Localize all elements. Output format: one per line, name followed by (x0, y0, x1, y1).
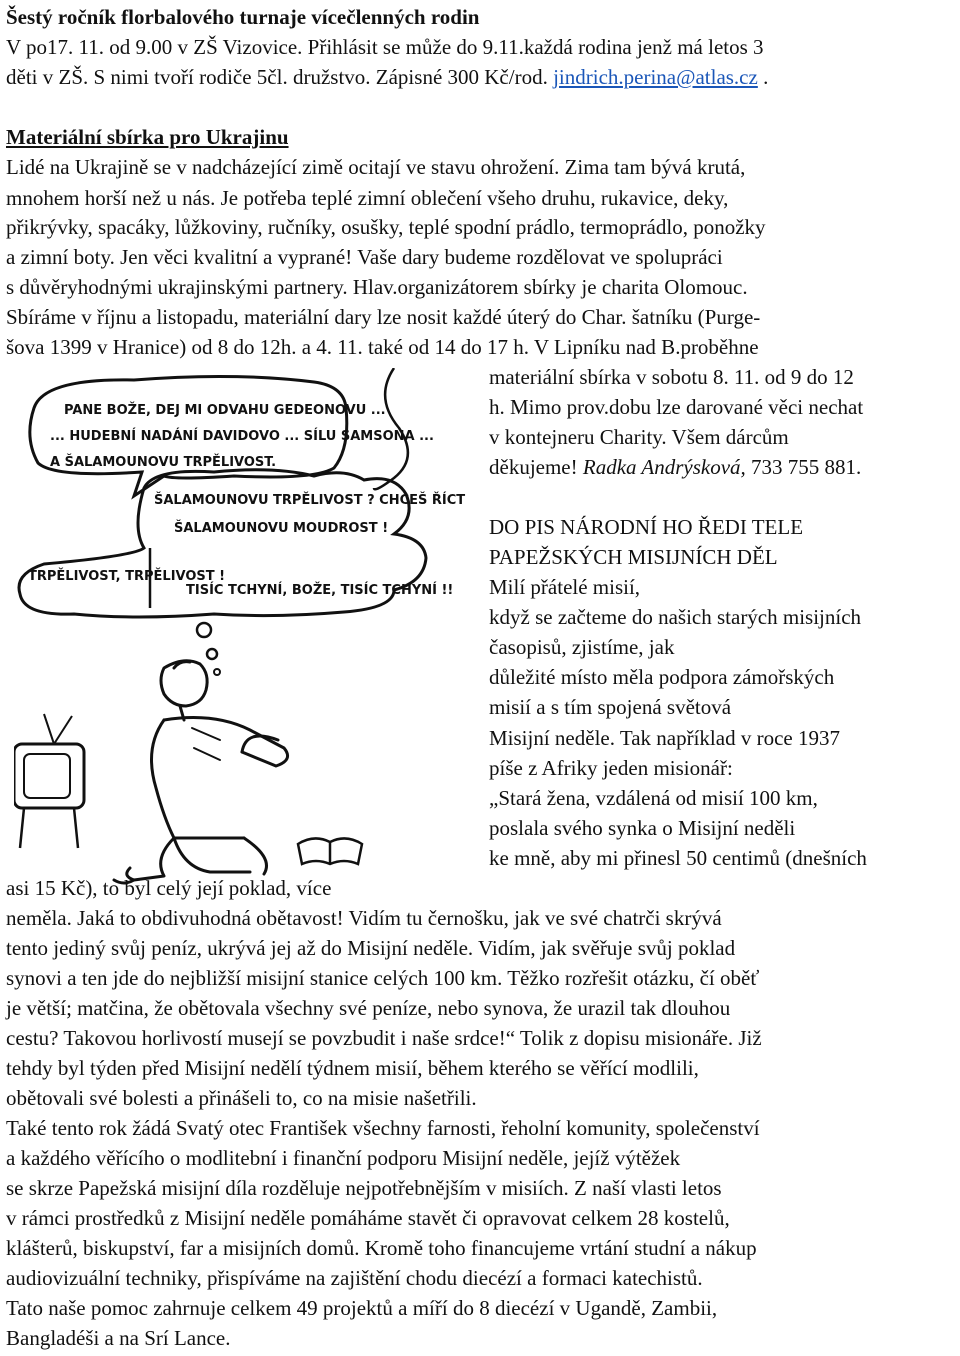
ukrajina-right-line: materiální sbírka v sobotu 8. 11. od 9 do 12 (489, 365, 854, 389)
mise-right-line: důležité místo měla podpora zámořských (489, 665, 835, 689)
ukrajina-right-line: h. Mimo prov.dobu lze darované věci nechat (489, 395, 864, 419)
mise-right-line: „Stará žena, vzdálená od misií 100 km, (489, 786, 818, 810)
mise-heading-2: PAPEŽSKÝCH MISIJNÍCH DĚL (489, 545, 778, 569)
email-link[interactable]: jindrich.perina@atlas.cz (553, 65, 758, 89)
kneeling-man (114, 661, 288, 883)
ukrajina-line: šova 1399 v Hranice) od 8 do 12h. a 4. 11. také od 14 do 17 h. V Lipníku nad B.proběhne (6, 335, 759, 359)
mise-line: je větší; matčina, že obětovala všechny své peníze, nebo synova, že urazil tak dlouhou (6, 996, 731, 1020)
tv-icon (14, 714, 84, 848)
book-icon (298, 838, 362, 864)
mise-line: obětovali své bolesti a přinášeli to, co na misie našetřili. (6, 1086, 477, 1110)
ukrajina-title: Materiální sbírka pro Ukrajinu (6, 125, 289, 149)
mise-line: a každého věřícího o modlitební i finanční podporu Misijní neděle, jejíž výtěžek (6, 1146, 681, 1170)
thanks-text: děkujeme! (489, 455, 583, 479)
florbal-line-2 (6, 62, 768, 92)
mise-line: v rámci prostředků z Misijní neděle pomáháme stavět či opravovat celkem 28 kostelů, (6, 1206, 730, 1230)
mise-right-line: misií a s tím spojená světová (489, 695, 732, 719)
ukrajina-line: Sbíráme v říjnu a listopadu, materiální dary lze nosit každé úterý do Char. šatníku (Purge- (6, 305, 761, 329)
mise-right-line: Milí přátelé misií, (489, 575, 641, 599)
ukrajina-line: s důvěryhodnými ukrajinskými partnery. Hlav.organizátorem sbírky je charita Olomouc. (6, 275, 748, 299)
mise-right-line: poslala svého synka o Misijní neděli (489, 816, 796, 840)
ukrajina-line: mnohem horší než u nás. Je potřeba teplé zimní oblečení všeho druhu, rukavice, deky, (6, 186, 729, 210)
mise-line: se skrze Papežská misijní díla rozděluje nejpotřebnějším v misiích. Z naší vlasti letos (6, 1176, 722, 1200)
mise-line: cestu? Takovou horlivostí musejí se povzbudit i naše srdce!“ Tolik z dopisu misionáře. Již (6, 1026, 762, 1050)
ukrajina-signature-line (489, 452, 861, 482)
mise-line: audiovizuální techniky, přispíváme na zajištění chodu diecézí a formaci katechistů. (6, 1266, 703, 1290)
mise-line: asi 15 Kč), to byl celý její poklad, více (6, 876, 332, 900)
ukrajina-right-line: v kontejneru Charity. Všem dárcům (489, 425, 789, 449)
mise-line: Bangladéši a na Srí Lance. (6, 1326, 231, 1350)
florbal-line-end: . (757, 65, 769, 89)
mise-right-line: Misijní neděle. Tak například v roce 1937 (489, 726, 840, 750)
bubble-line-3: A ŠALAMOUNOVU TRPĚLIVOST. (50, 455, 277, 470)
ukrajina-line: a zimní boty. Jen věci kvalitní a vyprané! Vaše dary budeme rozdělovat ve spolupráci (6, 245, 723, 269)
mise-right-line: časopisů, zjistíme, jak (489, 635, 675, 659)
mise-right-line: když se začteme do našich starých misijních (489, 605, 862, 629)
florbal-text: děti v ZŠ. S nimi tvoří rodiče 5čl. družstvo. Zápisné 300 Kč/rod. (6, 65, 554, 89)
florbal-title: Šestý ročník florbalového turnaje vícečlenných rodin (6, 5, 480, 29)
mise-right-line: píše z Afriky jeden misionář: (489, 756, 733, 780)
signature-phone: 733 755 881. (745, 455, 862, 479)
praying-man-cartoon (14, 368, 484, 888)
ukrajina-line: přikrývky, spacáky, lůžkoviny, ručníky, osušky, teplé spodní prádlo, termoprádlo, ponožky (6, 215, 766, 239)
thought-answer-right: TISÍC TCHYNÍ, BOŽE, TISÍC TCHYNÍ !! (186, 583, 454, 598)
mise-line: tehdy byl týden před Misijní nedělí týdnem misií, během kterého se věřící modlili, (6, 1056, 699, 1080)
mise-line: tento jediný svůj peníz, ukrývá jej až do Misijní neděle. Vidím, jak svěřuje svůj poklad (6, 936, 736, 960)
signature-name: Radka Andrýsková, (582, 455, 746, 479)
florbal-line-1: V po17. 11. od 9.00 v ZŠ Vizovice. Přihlásit se může do 9.11.každá rodina jenž má letos 3 (6, 35, 764, 59)
mise-line: Také tento rok žádá Svatý otec František všechny farnosti, řeholní komunity, společenství (6, 1116, 760, 1140)
bubble-line-1: PANE BOŽE, DEJ MI ODVAHU GEDEONOVU ... (64, 403, 386, 418)
mise-line: neměla. Jaká to obdivuhodná obětavost! Vidím tu černošku, jak ve své chatrči skrývá (6, 906, 722, 930)
thought-answer-left: TRPĚLIVOST, TRPĚLIVOST ! (28, 569, 226, 584)
mise-line: klášterů, biskupství, far a misijních domů. Kromě toho financujeme vrtání studní a nákup (6, 1236, 757, 1260)
mise-line: Tato naše pomoc zahrnuje celkem 49 projektů a míří do 8 diecézí v Ugandě, Zambii, (6, 1296, 718, 1320)
mise-heading-1: DO PIS NÁRODNÍ HO ŘEDI TELE (489, 515, 804, 539)
ukrajina-line: Lidé na Ukrajině se v nadcházející zimě ocitají ve stavu ohrožení. Zima tam bývá krutá, (6, 155, 746, 179)
mise-right-line: ke mně, aby mi přinesl 50 centimů (dnešních (489, 846, 867, 870)
thought-line-2: ŠALAMOUNOVU MOUDROST ! (174, 521, 389, 536)
bubble-line-2: ... HUDEBNÍ NADÁNÍ DAVIDOVO ... SÍLU SAMSONA ... (50, 429, 434, 444)
mise-line: synovi a ten jde do nejbližší misijní stanice celých 100 km. Těžko rozřešit otázku, čí oběť (6, 966, 760, 990)
thought-line-1: ŠALAMOUNOVU TRPĚLIVOST ? CHCEŠ ŘÍCT (154, 493, 466, 508)
